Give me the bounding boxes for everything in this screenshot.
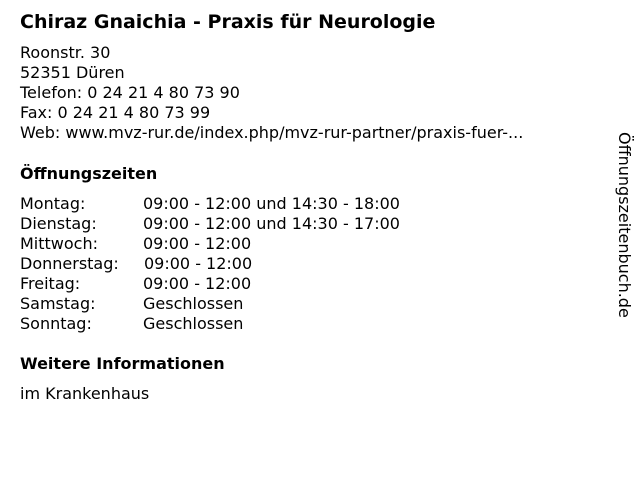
day-label: Montag:	[20, 194, 86, 213]
address-block	[20, 43, 523, 143]
phone-number: Telefon: 0 24 21 4 80 73 90	[20, 83, 240, 102]
more-info-heading: Weitere Informationen	[20, 354, 225, 373]
day-label: Samstag:	[20, 294, 96, 313]
hours-value: Geschlossen	[143, 314, 244, 333]
city-address: 52351 Düren	[20, 63, 125, 82]
practice-title: Chiraz Gnaichia - Praxis für Neurologie	[20, 11, 436, 33]
hours-value: 09:00 - 12:00	[143, 234, 252, 253]
day-label: Freitag:	[20, 274, 81, 293]
site-brand-vertical: Öffnungszeitenbuch.de	[615, 132, 634, 318]
fax-number: Fax: 0 24 21 4 80 73 99	[20, 103, 211, 122]
opening-hours-heading: Öffnungszeiten	[20, 164, 158, 183]
street-address: Roonstr. 30	[20, 43, 111, 62]
hours-value: 09:00 - 12:00	[144, 254, 253, 273]
day-label: Mittwoch:	[20, 234, 98, 253]
day-label: Sonntag:	[20, 314, 92, 333]
hours-value: 09:00 - 12:00 und 14:30 - 18:00	[143, 194, 400, 213]
hours-value: 09:00 - 12:00	[143, 274, 252, 293]
more-info-text: im Krankenhaus	[20, 384, 150, 403]
hours-value: Geschlossen	[143, 294, 244, 313]
day-label: Donnerstag:	[20, 254, 119, 273]
website-url: Web: www.mvz-rur.de/index.php/mvz-rur-partner/praxis-fuer-...	[20, 123, 524, 142]
day-label: Dienstag:	[20, 214, 97, 233]
hours-value: 09:00 - 12:00 und 14:30 - 17:00	[143, 214, 400, 233]
